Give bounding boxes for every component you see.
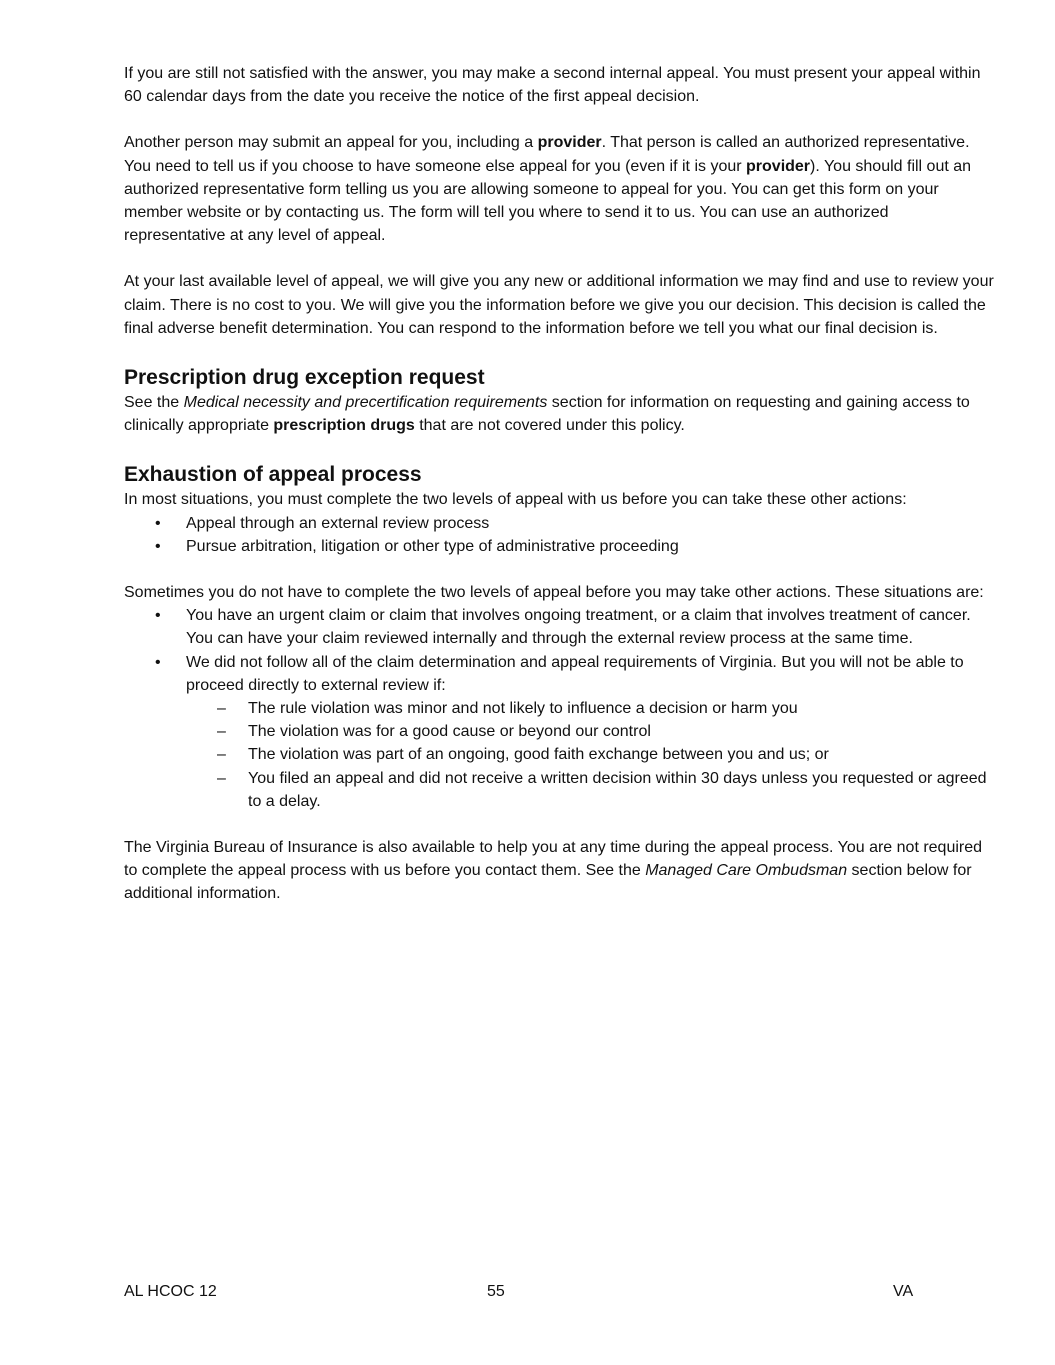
list-item bbox=[124, 651, 994, 813]
text-run: See the bbox=[124, 394, 184, 412]
list-item: • Pursue arbitration, litigation or other type of administrative proceeding bbox=[124, 535, 994, 558]
situations-list bbox=[124, 604, 994, 813]
last-level-appeal-paragraph: At your last available level of appeal, we will give you any new or additional information we may find and use to review your claim. There is no cost to you. We will give you the information before we give you our decision. This decision is called the final adverse benefit determination. You can respond to the information before we tell you what our final decision is. bbox=[124, 273, 994, 337]
prescription-drugs-term: prescription drugs bbox=[273, 417, 415, 435]
sub-list-item: – You filed an appeal and did not receive a written decision within 30 days unless you requested or agreed to a delay. bbox=[186, 767, 994, 813]
bureau-paragraph bbox=[124, 836, 994, 906]
second-appeal-paragraph: If you are still not satisfied with the answer, you may make a second internal appeal. You must present your appeal within 60 calendar days from the date you receive the notice of the first appeal decision. bbox=[124, 65, 981, 106]
situations-intro: Sometimes you do not have to complete the two levels of appeal before you may take other actions. These situations are: bbox=[124, 584, 984, 602]
sub-items-list bbox=[186, 697, 994, 813]
sub-list-item: – The rule violation was minor and not likely to influence a decision or harm you bbox=[186, 697, 994, 720]
text-run: section for information on requesting and gaining access to clinically appropriate bbox=[124, 394, 970, 435]
text-run: section below for additional information. bbox=[124, 862, 972, 903]
list-item: • You have an urgent claim or claim that involves ongoing treatment, or a claim that involves treatment of cancer. You can have your claim reviewed internally and through the external review process at the same time. bbox=[124, 604, 994, 650]
text-run: ). You should fill out an authorized representative form telling us you are allowing someone to appeal for you. You can get this form on your member website or by contacting us. The form will tell you where to send it to us. You can use an authorized representative at any level of appeal. bbox=[124, 157, 972, 245]
section-reference: Managed Care Ombudsman bbox=[645, 862, 848, 880]
sub-list-item: – The violation was part of an ongoing, good faith exchange between you and us; or bbox=[186, 743, 994, 766]
footer-doc-code: AL HCOC 12 bbox=[124, 1283, 217, 1300]
footer-page-number: 55 bbox=[487, 1283, 505, 1300]
text-run: . That person is called an authorized representative. You need to tell us if you choose to have someone else appeal for you (even if it is your bbox=[124, 134, 970, 175]
rx-exception-heading: Prescription drug exception request bbox=[124, 366, 485, 390]
actions-list bbox=[124, 512, 994, 558]
text-run: The Virginia Bureau of Insurance is also available to help you at any time during the appeal process. You are not required to complete the appeal process with us before you contact them. See the bbox=[124, 839, 983, 880]
exhaustion-heading: Exhaustion of appeal process bbox=[124, 463, 422, 487]
sub-list-item: – The violation was for a good cause or beyond our control bbox=[186, 720, 994, 743]
footer-state: VA bbox=[893, 1283, 914, 1300]
list-item: • Appeal through an external review process bbox=[124, 512, 994, 535]
text-run: Another person may submit an appeal for you, including a bbox=[124, 134, 538, 152]
list-item-text: We did not follow all of the claim determination and appeal requirements of Virginia. But you will not be able to proceed directly to external review if: bbox=[186, 653, 964, 694]
provider-term: provider bbox=[746, 157, 811, 175]
authorized-representative-paragraph bbox=[124, 131, 994, 247]
rx-exception-paragraph bbox=[124, 391, 994, 437]
page-content bbox=[124, 62, 994, 906]
exhaustion-intro: In most situations, you must complete the two levels of appeal with us before you can take these other actions: bbox=[124, 491, 907, 509]
provider-term: provider bbox=[537, 134, 602, 152]
text-run: that are not covered under this policy. bbox=[414, 417, 685, 435]
section-reference: Medical necessity and precertification requirements bbox=[183, 394, 548, 412]
